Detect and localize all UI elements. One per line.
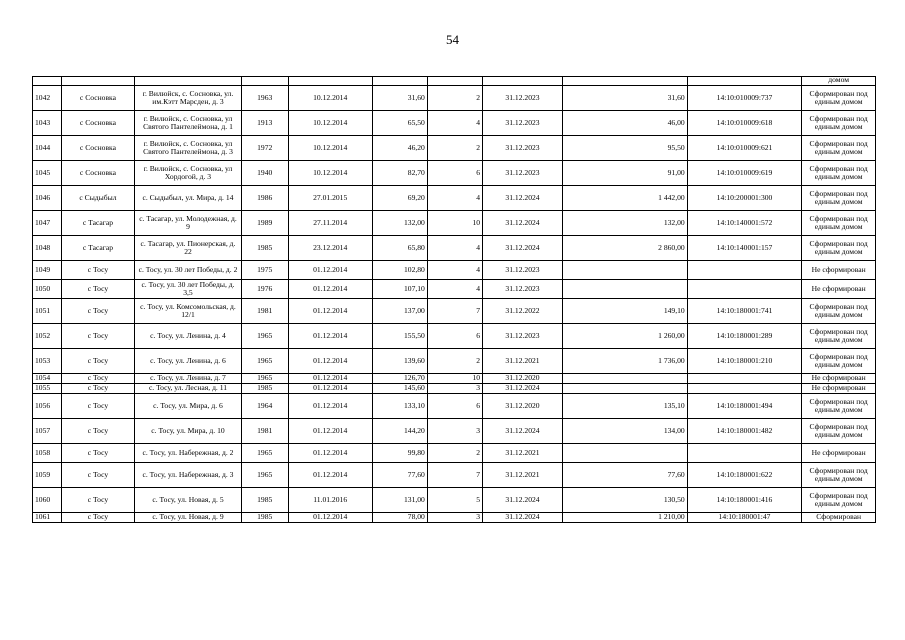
deadline-cell: 31.12.2023 [483, 324, 563, 349]
count-cell: 2 [427, 86, 482, 111]
area-cell: 78,00 [372, 513, 427, 523]
date-cell: 27.11.2014 [288, 211, 372, 236]
settlement-cell: с Сосновка [61, 161, 135, 186]
deadline-cell: 31.12.2024 [483, 211, 563, 236]
table-row [33, 349, 876, 374]
address-cell: с. Тосу, ул. Мира, д. 10 [135, 419, 241, 444]
table-row [33, 236, 876, 261]
cadastre-cell: 14:10:010009:619 [687, 161, 802, 186]
row-number: 1049 [33, 261, 62, 280]
status-cell: Сформирован под единым домом [802, 161, 876, 186]
date-cell: 01.12.2014 [288, 349, 372, 374]
cadastre-cell: 14:10:180001:416 [687, 488, 802, 513]
count-cell: 3 [427, 384, 482, 394]
year-cell: 1976 [241, 280, 288, 299]
count-cell: 5 [427, 488, 482, 513]
status-cell: Сформирован под единым домом [802, 419, 876, 444]
settlement-cell: с Тосу [61, 384, 135, 394]
area-cell: 65,50 [372, 111, 427, 136]
table-row [33, 136, 876, 161]
land-area-cell [562, 384, 687, 394]
land-area-cell [562, 280, 687, 299]
date-cell: 01.12.2014 [288, 513, 372, 523]
year-cell: 1965 [241, 349, 288, 374]
date-cell: 01.12.2014 [288, 444, 372, 463]
address-cell: с. Сыдыбыл, ул. Мира, д. 14 [135, 186, 241, 211]
date-cell: 01.12.2014 [288, 324, 372, 349]
table-row [33, 488, 876, 513]
land-area-cell: 130,50 [562, 488, 687, 513]
land-area-cell: 2 860,00 [562, 236, 687, 261]
cadastre-cell [687, 384, 802, 394]
year-cell: 1981 [241, 419, 288, 444]
area-cell: 102,80 [372, 261, 427, 280]
year-cell: 1965 [241, 444, 288, 463]
area-cell: 69,20 [372, 186, 427, 211]
area-cell: 132,00 [372, 211, 427, 236]
count-cell: 7 [427, 463, 482, 488]
settlement-cell: с Сосновка [61, 136, 135, 161]
area-cell: 99,80 [372, 444, 427, 463]
deadline-cell: 31.12.2024 [483, 488, 563, 513]
year-cell: 1975 [241, 261, 288, 280]
status-fragment: домом [828, 76, 850, 84]
area-cell: 65,80 [372, 236, 427, 261]
deadline-cell: 31.12.2021 [483, 444, 563, 463]
address-cell: с. Тосу, ул. 30 лет Победы, д. 2 [135, 261, 241, 280]
count-cell: 4 [427, 186, 482, 211]
date-cell: 23.12.2014 [288, 236, 372, 261]
land-area-cell: 135,10 [562, 394, 687, 419]
address-cell: с. Тосу, ул. Новая, д. 9 [135, 513, 241, 523]
date-cell: 10.12.2014 [288, 111, 372, 136]
deadline-cell: 31.12.2023 [483, 280, 563, 299]
year-cell: 1986 [241, 186, 288, 211]
land-area-cell: 1 260,00 [562, 324, 687, 349]
deadline-cell: 31.12.2024 [483, 236, 563, 261]
land-area-cell: 1 210,00 [562, 513, 687, 523]
area-cell: 31,60 [372, 86, 427, 111]
land-area-cell [562, 374, 687, 384]
settlement-cell: с Сыдыбыл [61, 186, 135, 211]
row-number: 1042 [33, 86, 62, 111]
count-cell: 3 [427, 419, 482, 444]
count-cell: 4 [427, 280, 482, 299]
table-row [33, 111, 876, 136]
date-cell: 01.12.2014 [288, 394, 372, 419]
deadline-cell: 31.12.2020 [483, 394, 563, 419]
page-number: 54 [446, 32, 459, 47]
year-cell: 1965 [241, 374, 288, 384]
date-cell: 01.12.2014 [288, 261, 372, 280]
area-cell: 82,70 [372, 161, 427, 186]
deadline-cell: 31.12.2021 [483, 349, 563, 374]
status-cell: Сформирован под единым домом [802, 111, 876, 136]
count-cell: 2 [427, 136, 482, 161]
status-cell: Сформирован под единым домом [802, 299, 876, 324]
status-cell: Не сформирован [802, 384, 876, 394]
count-cell: 4 [427, 236, 482, 261]
address-cell: г. Вилюйск, с. Сосновка, ул Святого Пантелеймона, д. 3 [135, 136, 241, 161]
area-cell: 131,00 [372, 488, 427, 513]
land-area-cell: 1 736,00 [562, 349, 687, 374]
area-cell: 133,10 [372, 394, 427, 419]
cadastre-cell: 14:10:200001:300 [687, 186, 802, 211]
table-row [33, 186, 876, 211]
row-number: 1046 [33, 186, 62, 211]
row-number: 1055 [33, 384, 62, 394]
housing-table [32, 76, 876, 523]
status-cell [802, 77, 876, 86]
area-cell: 145,60 [372, 384, 427, 394]
settlement-cell: с Тосу [61, 513, 135, 523]
cadastre-cell: 14:10:180001:210 [687, 349, 802, 374]
status-cell: Не сформирован [802, 280, 876, 299]
settlement-cell: с Сосновка [61, 111, 135, 136]
row-number: 1044 [33, 136, 62, 161]
count-cell: 2 [427, 349, 482, 374]
settlement-cell: с Тасагар [61, 236, 135, 261]
area-cell: 126,70 [372, 374, 427, 384]
deadline-cell: 31.12.2022 [483, 299, 563, 324]
date-cell: 27.01.2015 [288, 186, 372, 211]
deadline-cell: 31.12.2023 [483, 161, 563, 186]
settlement-cell: с Тосу [61, 324, 135, 349]
table-row [33, 324, 876, 349]
address-cell: с. Тосу, ул. Лесная, д. 11 [135, 384, 241, 394]
table-row [33, 394, 876, 419]
address-cell: с. Тосу, ул. Комсомольская, д. 12/1 [135, 299, 241, 324]
status-cell: Сформирован под единым домом [802, 394, 876, 419]
table-row [33, 161, 876, 186]
address-cell: г. Вилюйск, с. Сосновка, ул Святого Пантелеймона, д. 1 [135, 111, 241, 136]
year-cell: 1985 [241, 384, 288, 394]
land-area-cell: 77,60 [562, 463, 687, 488]
table-row [33, 280, 876, 299]
row-number: 1061 [33, 513, 62, 523]
address-cell: с. Тосу, ул. 30 лет Победы, д. 3,5 [135, 280, 241, 299]
row-number: 1060 [33, 488, 62, 513]
status-cell: Сформирован под единым домом [802, 211, 876, 236]
land-area-cell: 134,00 [562, 419, 687, 444]
year-cell: 1963 [241, 86, 288, 111]
status-cell: Не сформирован [802, 261, 876, 280]
year-cell: 1989 [241, 211, 288, 236]
table-row [33, 211, 876, 236]
address-cell: с. Тосу, ул. Новая, д. 5 [135, 488, 241, 513]
date-cell: 10.12.2014 [288, 161, 372, 186]
count-cell: 6 [427, 324, 482, 349]
cadastre-cell: 14:10:180001:622 [687, 463, 802, 488]
status-cell: Не сформирован [802, 444, 876, 463]
status-cell: Сформирован под единым домом [802, 136, 876, 161]
table-row [33, 463, 876, 488]
deadline-cell: 31.12.2023 [483, 86, 563, 111]
count-cell: 6 [427, 394, 482, 419]
row-number: 1058 [33, 444, 62, 463]
land-area-cell: 91,00 [562, 161, 687, 186]
settlement-cell: с Тосу [61, 419, 135, 444]
row-number: 1059 [33, 463, 62, 488]
status-cell: Сформирован под единым домом [802, 236, 876, 261]
status-cell: Сформирован под единым домом [802, 463, 876, 488]
row-number: 1053 [33, 349, 62, 374]
address-cell: с. Тосу, ул. Ленина, д. 7 [135, 374, 241, 384]
address-cell: с. Тасагар, ул. Молодежная, д. 9 [135, 211, 241, 236]
row-number: 1057 [33, 419, 62, 444]
status-cell: Сформирован под единым домом [802, 349, 876, 374]
deadline-cell: 31.12.2023 [483, 261, 563, 280]
date-cell: 01.12.2014 [288, 299, 372, 324]
land-area-cell: 95,50 [562, 136, 687, 161]
area-cell: 77,60 [372, 463, 427, 488]
settlement-cell: с Тосу [61, 349, 135, 374]
cadastre-cell: 14:10:140001:572 [687, 211, 802, 236]
table-row [33, 299, 876, 324]
row-number: 1048 [33, 236, 62, 261]
cadastre-cell [687, 261, 802, 280]
settlement-cell: с Сосновка [61, 86, 135, 111]
cadastre-cell: 14:10:140001:157 [687, 236, 802, 261]
cadastre-cell [687, 280, 802, 299]
table-row [33, 384, 876, 394]
table-row [33, 374, 876, 384]
status-cell: Сформирован под единым домом [802, 324, 876, 349]
table-row [33, 261, 876, 280]
status-cell: Сформирован под единым домом [802, 186, 876, 211]
table-row [33, 513, 876, 523]
cadastre-cell: 14:10:180001:47 [687, 513, 802, 523]
table-row [33, 444, 876, 463]
table-row [33, 419, 876, 444]
deadline-cell: 31.12.2024 [483, 384, 563, 394]
settlement-cell: с Тосу [61, 444, 135, 463]
area-cell: 137,00 [372, 299, 427, 324]
settlement-cell: с Тосу [61, 488, 135, 513]
settlement-cell: с Тосу [61, 280, 135, 299]
area-cell: 155,50 [372, 324, 427, 349]
land-area-cell [562, 261, 687, 280]
land-area-cell: 31,60 [562, 86, 687, 111]
address-cell: с. Тосу, ул. Набережная, д. 2 [135, 444, 241, 463]
land-area-cell [562, 444, 687, 463]
settlement-cell: с Тосу [61, 299, 135, 324]
settlement-cell: с Тасагар [61, 211, 135, 236]
table-row [33, 86, 876, 111]
area-cell: 107,10 [372, 280, 427, 299]
area-cell: 139,60 [372, 349, 427, 374]
row-number: 1051 [33, 299, 62, 324]
deadline-cell: 31.12.2024 [483, 186, 563, 211]
year-cell: 1985 [241, 236, 288, 261]
land-area-cell: 149,10 [562, 299, 687, 324]
date-cell: 01.12.2014 [288, 280, 372, 299]
area-cell: 144,20 [372, 419, 427, 444]
cadastre-cell [687, 444, 802, 463]
land-area-cell: 46,00 [562, 111, 687, 136]
date-cell: 10.12.2014 [288, 86, 372, 111]
deadline-cell: 31.12.2024 [483, 419, 563, 444]
address-cell: с. Тосу, ул. Ленина, д. 4 [135, 324, 241, 349]
count-cell: 10 [427, 374, 482, 384]
count-cell: 4 [427, 111, 482, 136]
date-cell: 01.12.2014 [288, 384, 372, 394]
year-cell: 1981 [241, 299, 288, 324]
year-cell: 1972 [241, 136, 288, 161]
date-cell: 11.01.2016 [288, 488, 372, 513]
land-area-cell: 1 442,00 [562, 186, 687, 211]
settlement-cell: с Тосу [61, 394, 135, 419]
area-cell: 46,20 [372, 136, 427, 161]
row-number: 1050 [33, 280, 62, 299]
table-row [33, 77, 876, 86]
year-cell: 1985 [241, 488, 288, 513]
count-cell: 10 [427, 211, 482, 236]
deadline-cell: 31.12.2023 [483, 111, 563, 136]
year-cell: 1964 [241, 394, 288, 419]
row-number: 1056 [33, 394, 62, 419]
address-cell: г. Вилюйск, с. Сосновка, ул. им.Кэтт Марсден, д. 3 [135, 86, 241, 111]
count-cell: 6 [427, 161, 482, 186]
count-cell: 4 [427, 261, 482, 280]
date-cell: 01.12.2014 [288, 374, 372, 384]
settlement-cell: с Тосу [61, 374, 135, 384]
address-cell: г. Вилюйск, с. Сосновка, ул Хордогой, д. 3 [135, 161, 241, 186]
cadastre-cell: 14:10:180001:741 [687, 299, 802, 324]
land-area-cell: 132,00 [562, 211, 687, 236]
status-cell: Сформирован под единым домом [802, 488, 876, 513]
cadastre-cell: 14:10:180001:289 [687, 324, 802, 349]
year-cell: 1940 [241, 161, 288, 186]
settlement-cell: с Тосу [61, 463, 135, 488]
row-number: 1054 [33, 374, 62, 384]
cadastre-cell: 14:10:180001:482 [687, 419, 802, 444]
year-cell: 1965 [241, 463, 288, 488]
year-cell: 1965 [241, 324, 288, 349]
address-cell: с. Тасагар, ул. Пионерская, д. 22 [135, 236, 241, 261]
status-cell: Сформирован под единым домом [802, 86, 876, 111]
cadastre-cell [687, 374, 802, 384]
cadastre-cell: 14:10:010009:621 [687, 136, 802, 161]
year-cell: 1985 [241, 513, 288, 523]
deadline-cell: 31.12.2023 [483, 136, 563, 161]
row-number: 1052 [33, 324, 62, 349]
address-cell: с. Тосу, ул. Мира, д. 6 [135, 394, 241, 419]
year-cell: 1913 [241, 111, 288, 136]
address-cell: с. Тосу, ул. Набережная, д. 3 [135, 463, 241, 488]
deadline-cell: 31.12.2024 [483, 513, 563, 523]
deadline-cell: 31.12.2020 [483, 374, 563, 384]
cadastre-cell: 14:10:180001:494 [687, 394, 802, 419]
date-cell: 01.12.2014 [288, 463, 372, 488]
count-cell: 3 [427, 513, 482, 523]
settlement-cell: с Тосу [61, 261, 135, 280]
date-cell: 10.12.2014 [288, 136, 372, 161]
row-number: 1045 [33, 161, 62, 186]
status-cell: Не сформирован [802, 374, 876, 384]
count-cell: 7 [427, 299, 482, 324]
row-number: 1043 [33, 111, 62, 136]
date-cell: 01.12.2014 [288, 419, 372, 444]
status-cell: Сформирован [802, 513, 876, 523]
deadline-cell: 31.12.2021 [483, 463, 563, 488]
cadastre-cell: 14:10:010009:737 [687, 86, 802, 111]
cadastre-cell: 14:10:010009:618 [687, 111, 802, 136]
address-cell: с. Тосу, ул. Ленина, д. 6 [135, 349, 241, 374]
count-cell: 2 [427, 444, 482, 463]
row-number: 1047 [33, 211, 62, 236]
